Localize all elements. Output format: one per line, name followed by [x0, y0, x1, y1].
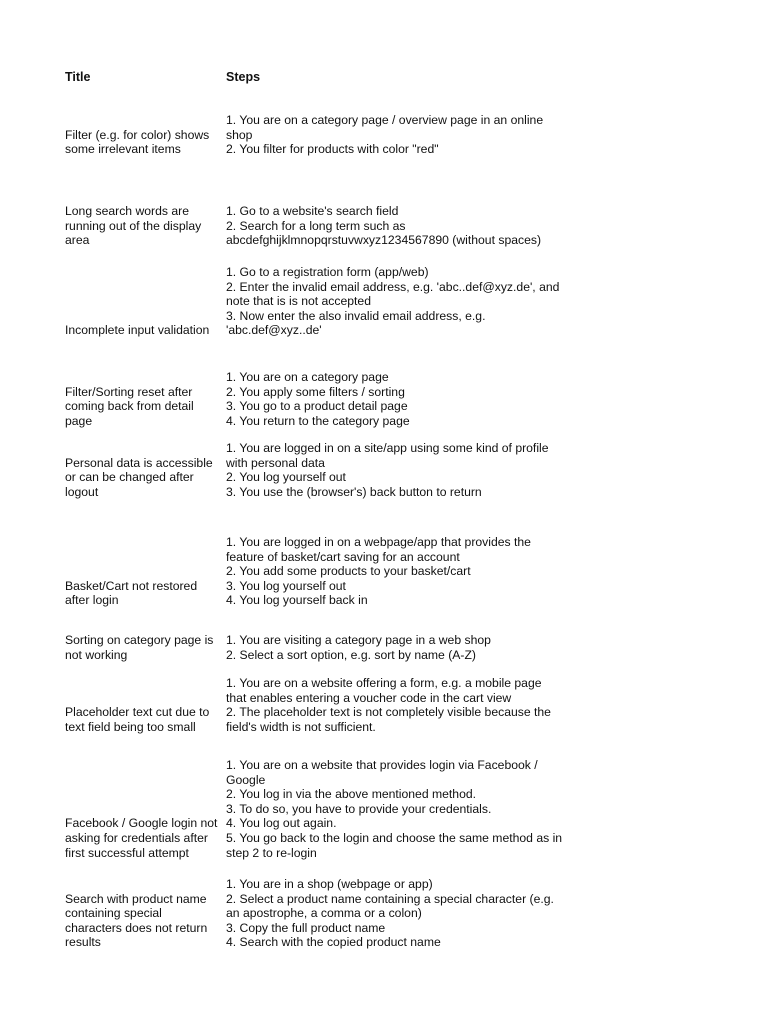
row-steps	[226, 265, 586, 338]
row-title	[65, 456, 226, 500]
row-title-line: Facebook / Google login not	[65, 816, 218, 831]
row-steps	[226, 370, 586, 428]
row-step-line: 1. You are on a category page / overview page in an online	[226, 113, 544, 127]
row-step-line: that enables entering a voucher code in the cart view	[226, 690, 512, 705]
row-step-line: 3. You go to a product detail page	[226, 399, 408, 414]
row-steps	[226, 877, 586, 950]
row-title	[65, 323, 226, 338]
row-title-line: characters does not return	[65, 920, 208, 935]
row-steps	[226, 441, 586, 499]
row-step-line: 3. Now enter the also invalid email address, e.g.	[226, 308, 486, 323]
row-step-line: 1. You are logged in on a site/app using some kind of profile	[226, 441, 549, 455]
table-row	[65, 441, 705, 499]
table-row	[65, 265, 705, 338]
row-step-line: 1. Go to a registration form (app/web)	[226, 265, 429, 279]
row-title-line: area	[65, 233, 90, 248]
row-title	[65, 816, 226, 860]
row-title-line: Long search words are	[65, 204, 189, 218]
row-title-line: page	[65, 413, 93, 428]
row-step-line: 1. You are in a shop (webpage or app)	[226, 877, 433, 891]
row-step-line: 1. You are on a website that provides login via Facebook /	[226, 758, 538, 772]
row-step-line: 3. Copy the full product name	[226, 920, 386, 935]
row-step-line: 2. You filter for products with color "red"	[226, 142, 439, 157]
row-step-line: 'abc.def@xyz..de'	[226, 323, 322, 338]
row-step-line: 4. You log yourself back in	[226, 593, 368, 608]
row-steps	[226, 633, 586, 662]
row-step-line: 4. You return to the category page	[226, 413, 410, 428]
row-title-line: containing special	[65, 906, 162, 921]
row-steps	[226, 113, 586, 157]
row-step-line: 2. Enter the invalid email address, e.g. 'abc..def@xyz.de', and	[226, 279, 560, 294]
row-step-line: 5. You go back to the login and choose the same method as in	[226, 830, 563, 845]
row-title-line: asking for credentials after	[65, 830, 208, 845]
row-step-line: 1. Go to a website's search field	[226, 204, 399, 218]
table-row	[65, 113, 705, 157]
row-title-line: not working	[65, 647, 128, 662]
row-title-line: Personal data is accessible	[65, 455, 213, 470]
row-step-line: field's width is not sufficient.	[226, 719, 376, 734]
table-row	[65, 204, 705, 248]
row-title-line: Incomplete input validation	[65, 323, 210, 338]
row-step-line: 3. You use the (browser's) back button to return	[226, 484, 482, 499]
row-title	[65, 204, 226, 248]
row-title-line: logout	[65, 484, 99, 499]
table-row	[65, 758, 705, 860]
row-title-line: Basket/Cart not restored	[65, 578, 198, 593]
row-title-line: coming back from detail	[65, 399, 194, 414]
row-step-line: shop	[226, 127, 253, 142]
row-title-line: results	[65, 935, 101, 950]
table-row	[65, 370, 705, 428]
row-step-line: abcdefghijklmnopqrstuvwxyz1234567890 (without spaces)	[226, 233, 542, 248]
row-step-line: feature of basket/cart saving for an account	[226, 549, 460, 564]
row-steps	[226, 676, 586, 734]
row-title	[65, 128, 226, 157]
row-steps	[226, 204, 586, 248]
row-step-line: 2. Search for a long term such as	[226, 218, 406, 233]
table-row	[65, 676, 705, 734]
row-step-line: 1. You are logged in on a webpage/app that provides the	[226, 535, 531, 549]
row-step-line: 3. You log yourself out	[226, 578, 346, 593]
row-title-line: Filter/Sorting reset after	[65, 384, 193, 399]
row-step-line: 2. Select a sort option, e.g. sort by name (A-Z)	[226, 647, 476, 662]
row-step-line: with personal data	[226, 455, 325, 470]
row-step-line: 2. Select a product name containing a special character (e.g.	[226, 891, 554, 906]
row-step-line: 4. You log out again.	[226, 816, 337, 831]
row-step-line: 2. You add some products to your basket/cart	[226, 564, 471, 579]
row-step-line: 2. You log yourself out	[226, 470, 346, 485]
row-title-line: after login	[65, 593, 119, 608]
row-title-line: some irrelevant items	[65, 142, 181, 157]
row-step-line: step 2 to re-login	[226, 845, 317, 860]
row-step-line: note that is is not accepted	[226, 294, 371, 309]
row-title-line: Placeholder text cut due to	[65, 705, 210, 720]
row-steps	[226, 535, 586, 608]
row-step-line: Google	[226, 772, 266, 787]
row-title	[65, 385, 226, 429]
row-step-line: 4. Search with the copied product name	[226, 935, 441, 950]
row-title	[65, 892, 226, 950]
row-title	[65, 579, 226, 608]
row-title-line: Search with product name	[65, 891, 207, 906]
row-step-line: 2. You log in via the above mentioned method.	[226, 787, 477, 802]
column-header-title: Title	[65, 70, 91, 84]
row-step-line: 2. You apply some filters / sorting	[226, 384, 405, 399]
table-row	[65, 633, 705, 662]
row-title-line: text field being too small	[65, 719, 196, 734]
column-header-steps: Steps	[226, 70, 261, 84]
row-step-line: 1. You are visiting a category page in a web shop	[226, 633, 491, 647]
row-step-line: an apostrophe, a comma or a colon)	[226, 906, 422, 921]
row-title-line: Filter (e.g. for color) shows	[65, 127, 210, 142]
table-row	[65, 535, 705, 608]
row-step-line: 2. The placeholder text is not completely visible because the	[226, 705, 551, 720]
table-row	[65, 877, 705, 950]
row-step-line: 3. To do so, you have to provide your credentials.	[226, 801, 492, 816]
row-title-line: Sorting on category page is	[65, 633, 214, 647]
row-title-line: first successful attempt	[65, 845, 189, 860]
row-title-line: running out of the display	[65, 218, 202, 233]
row-step-line: 1. You are on a category page	[226, 370, 389, 384]
row-title-line: or can be changed after	[65, 470, 194, 485]
row-steps	[226, 758, 586, 860]
row-step-line: 1. You are on a website offering a form, e.g. a mobile page	[226, 676, 542, 690]
row-title	[65, 705, 226, 734]
row-title	[65, 633, 226, 662]
